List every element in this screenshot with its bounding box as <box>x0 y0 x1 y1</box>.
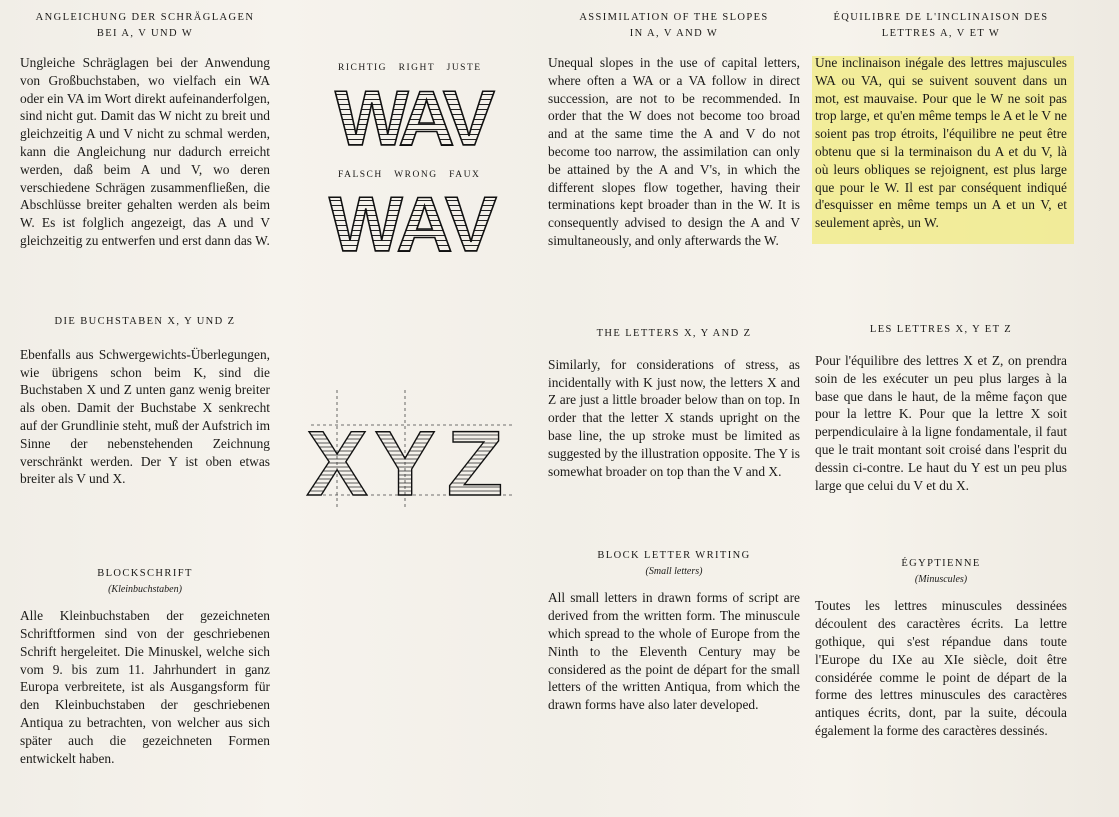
paragraph-english-3: All small letters in drawn forms of script are derived from the written form. The minuscule which spread to the whole of Europe from the Ninth to the Eleventh Century may be considered as the point de départ for the small letters of the written Antiqua, from which the drawn forms have also later developed. <box>548 590 800 713</box>
letter-x: X <box>306 413 368 510</box>
heading-german-1: ANGLEICHUNG DER SCHRÄGLAGEN BEI A, V UND W <box>35 12 255 39</box>
heading-english-3: BLOCK LETTER WRITING <box>597 550 751 562</box>
heading-german-3: BLOCKSCHRIFT <box>97 568 193 580</box>
heading-english-1: ASSIMILATION OF THE SLOPES IN A, V AND W <box>579 12 769 39</box>
letter-y: Y <box>374 413 436 510</box>
subheading-german-3: (Kleinbuchstaben) <box>108 584 182 596</box>
wav-right-illustration <box>305 77 520 152</box>
paragraph-english-1: Unequal slopes in the use of capital letters, where often a WA or a VA follow in direct succession, are not to be recommended. In order that the W does not become too broad and at the same time the A and V do not become too narrow, the assimilation can only be attained by the A and V's, in which the different slopes flow together, having their terminations kept broader than in the W. It is consequently advised to design the A and V simultaneously, and only afterwards the W. <box>548 55 800 248</box>
paragraph-english-2: Similarly, for considerations of stress, as incidentally with K just now, the letters X and Z are just a little broader below than on top. In order that the letter X stands upright on the base line, the up stroke must be limited as suggested by the illustration opposite. The Y is somewhat broader on top than the V and X. <box>548 356 800 479</box>
heading-german-2: DIE BUCHSTABEN X, Y UND Z <box>54 315 236 327</box>
paragraph-german-1: Ungleiche Schräglagen bei der Anwendung von Großbuchstaben, wo vielfach ein WA oder ein VA im Wort direkt aufeinanderfolgen, sind nicht gut. Damit das W nicht zu breit und gleichzeitig A und V nicht zu schmal werden, kann die Angleichung nur dadurch erreicht werden, daß beim A und V, wo deren verschiedene Schrägen zusammenfließen, die Abschlüsse breiter gehalten werden als beim W. Es ist folglich angezeigt, das A und V gleichzeitig zu entwerfen und erst dann das W. <box>20 55 270 248</box>
label-wrong: FALSCH WRONG FAUX <box>338 170 481 180</box>
paragraph-french-2: Pour l'équilibre des lettres X et Z, on prendra soin de les exécuter un peu plus larges à la base que dans le haut, de la même façon que pour la lettre K. Pour que la lettre X soit perpendiculaire à la ligne fondamentale, il faut que le trait montant soit croisé dans l'esprit du dessin ci-contre. Le haut du Y est un peu plus large que celui du V et du X. <box>815 352 1067 493</box>
paragraph-french-1: Une inclinaison inégale des lettres majuscules WA ou VA, qui se suivent souvent dans un mot, est mauvaise. Pour que le W ne soit pas trop large, et qu'en même temps le A et le V ne soient pas trop étroits, l'équilibre ne peut être obtenu que si la terminaison du A et du V, là où leurs obliques se rejoignent, est plus large que pour le W. Il est par conséquent indiqué d'esquisser en même temps un A et un V, et seulement après, un W. <box>815 55 1067 231</box>
subheading-french-3: (Minuscules) <box>914 574 968 586</box>
heading-french-3: ÉGYPTIENNE <box>901 558 981 570</box>
wav-right-text: WAV <box>335 77 489 152</box>
wav-wrong-illustration <box>305 183 520 258</box>
paragraph-german-3: Alle Kleinbuchstaben der gezeichneten Schriftformen sind von der geschriebenen Schrift hergeleitet. Die Minuskel, welche sich vom 9. bis zum 11. Jahrhundert in ganz Europa verbreitete, ist als Ausgangsform für den Kleinbuchstaben der geschriebenen Antiqua zu betrachten, von welcher aus sich später auch die gezeichneten Formen entwickelt haben. <box>20 608 270 766</box>
column-english <box>548 10 800 714</box>
label-right: RICHTIG RIGHT JUSTE <box>338 63 482 73</box>
column-german <box>20 10 270 767</box>
paragraph-german-2: Ebenfalls aus Schwergewichts-Überlegungen, wie übrigens schon beim K, sind die Buchstaben X und Z unten ganz wenig breiter als oben. Damit der Buchstabe X senkrecht auf der Grundlinie steht, muß der Aufstrich im Sinne der nebenstehenden Zeichnung verschränkt werden. Der Y ist oben etwas breiter als V und X. <box>20 346 270 487</box>
xyz-illustration <box>305 385 520 510</box>
letter-z: Z <box>446 413 504 510</box>
paragraph-french-3: Toutes les lettres minuscules dessinées découlent des caractères écrits. La lettre gothique, qui s'est répandue dans toute l'Europe du IXe au XIe siècle, doit être considérée comme le point de départ de la forme des lettres minuscules des caractères antiques écrits, dont, par la suite, découla également la forme des caractères dessinés. <box>815 598 1067 738</box>
heading-french-2: LES LETTRES X, Y ET Z <box>869 323 1013 335</box>
figures-column <box>300 55 525 510</box>
heading-english-2: THE LETTERS X, Y AND Z <box>596 327 752 339</box>
subheading-english-3: (Small letters) <box>645 566 703 578</box>
heading-french-1: ÉQUILIBRE DE L'INCLINAISON DES LETTRES A, V ET W <box>833 12 1049 39</box>
column-french <box>815 10 1067 740</box>
wav-wrong-text: WAV <box>329 183 495 258</box>
